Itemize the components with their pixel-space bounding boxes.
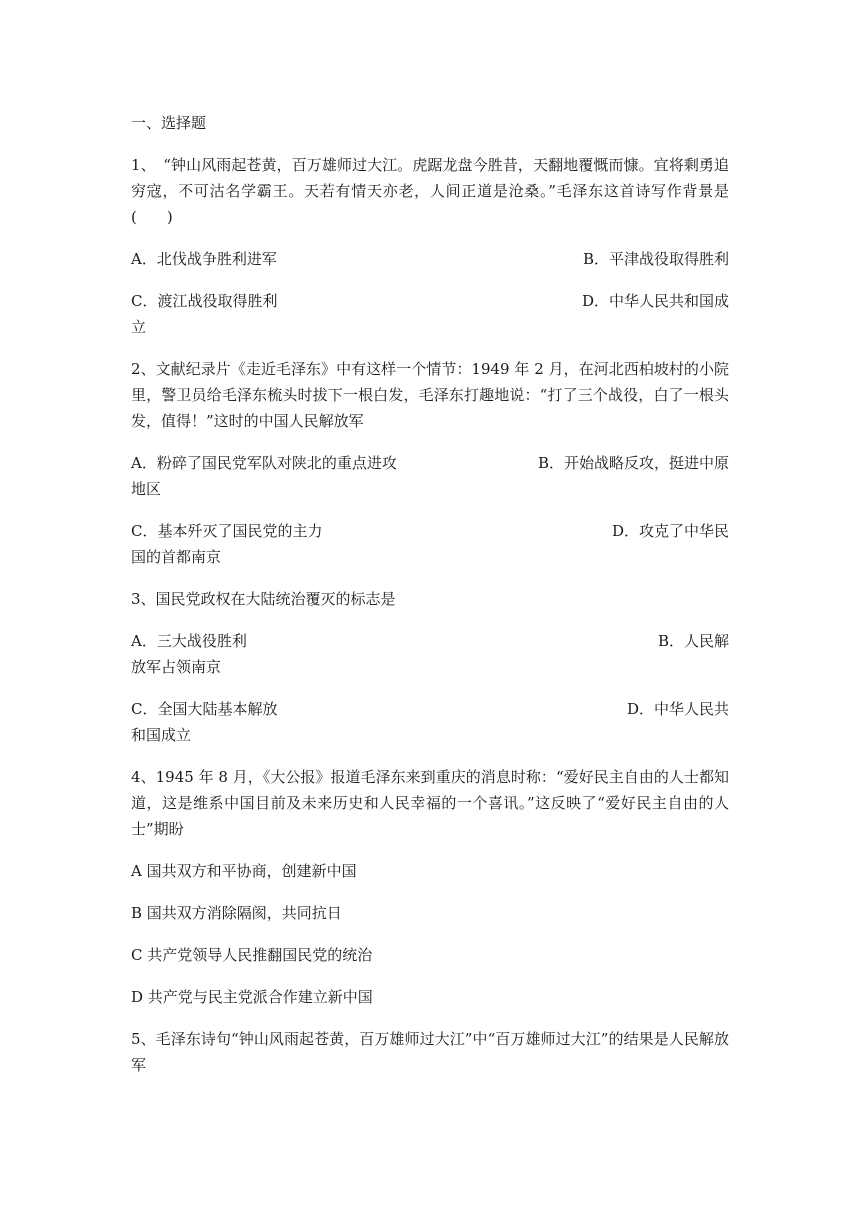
question-2-option-b-continued: 地区 (131, 480, 162, 498)
question-2-option-c: C．基本歼灭了国民党的主力 (131, 522, 323, 540)
document-content (131, 110, 729, 1094)
question-3-option-a: A．三大战役胜利 (131, 632, 247, 650)
question-4-option-d: D 共产党与民主党派合作建立新中国 (131, 988, 373, 1006)
question-2-options-ab (131, 450, 729, 502)
question-2-options-cd (131, 518, 729, 570)
question-4-option-c: C 共产党领导人民推翻国民党的统治 (131, 946, 373, 964)
question-2-option-d-continued: 国的首都南京 (131, 548, 222, 566)
question-2-option-d: D．攻克了中华民 (611, 522, 729, 540)
question-3-options-ab (131, 628, 729, 680)
question-3-option-d: D．中华人民共 (626, 700, 729, 718)
question-3-option-b: B．人民解 (657, 632, 729, 650)
question-2-option-a: A．粉碎了国民党军队对陕北的重点进攻 (131, 454, 397, 472)
question-2-option-b: B．开始战略反攻，挺进中原 (537, 454, 729, 472)
section-title: 一、选择题 (131, 114, 207, 132)
question-2-stem: 2、文献纪录片《走近毛泽东》中有这样一个情节：1949 年 2 月，在河北西柏坡村的小院里，警卫员给毛泽东梳头时拔下一根白发，毛泽东打趣地说：“打了三个战役，白了一根头发，值得！”这时的中国人民解放军 (131, 360, 729, 430)
question-1-options-ab (131, 246, 729, 272)
question-1-option-b: B．平津战役取得胜利 (582, 250, 729, 268)
question-1-option-a: A．北伐战争胜利进军 (131, 250, 277, 268)
question-3-option-d-continued: 和国成立 (131, 726, 192, 744)
question-1-stem: 1、 “钟山风雨起苍黄，百万雄师过大江。虎踞龙盘今胜昔，天翻地覆慨而慷。宜将剩勇追穷寇，不可沽名学霸王。天若有情天亦老，人间正道是沧桑。”毛泽东这首诗写作背景是( ) (131, 156, 729, 226)
question-3-options-cd (131, 696, 729, 748)
question-1-option-c: C．渡江战役取得胜利 (131, 292, 278, 310)
question-3-option-c: C．全国大陆基本解放 (131, 700, 278, 718)
question-1-options-cd (131, 288, 729, 340)
question-3-stem: 3、国民党政权在大陆统治覆灭的标志是 (131, 590, 396, 608)
question-4-option-b: B 国共双方消除隔阂，共同抗日 (131, 904, 342, 922)
question-1-option-d-continued: 立 (131, 318, 147, 336)
question-3-option-b-continued: 放军占领南京 (131, 658, 222, 676)
question-4-stem: 4、1945 年 8 月，《大公报》报道毛泽东来到重庆的消息时称：“爱好民主自由的人士都知道，这是维系中国目前及未来历史和人民幸福的一个喜讯。”这反映了“爱好民主自由的人士”期盼 (131, 768, 729, 838)
question-1-option-d: D．中华人民共和国成 (581, 292, 729, 310)
question-5-stem: 5、毛泽东诗句“钟山风雨起苍黄，百万雄师过大江”中“百万雄师过大江”的结果是人民解放军 (131, 1030, 729, 1074)
question-4-option-a: A 国共双方和平协商，创建新中国 (131, 862, 357, 880)
